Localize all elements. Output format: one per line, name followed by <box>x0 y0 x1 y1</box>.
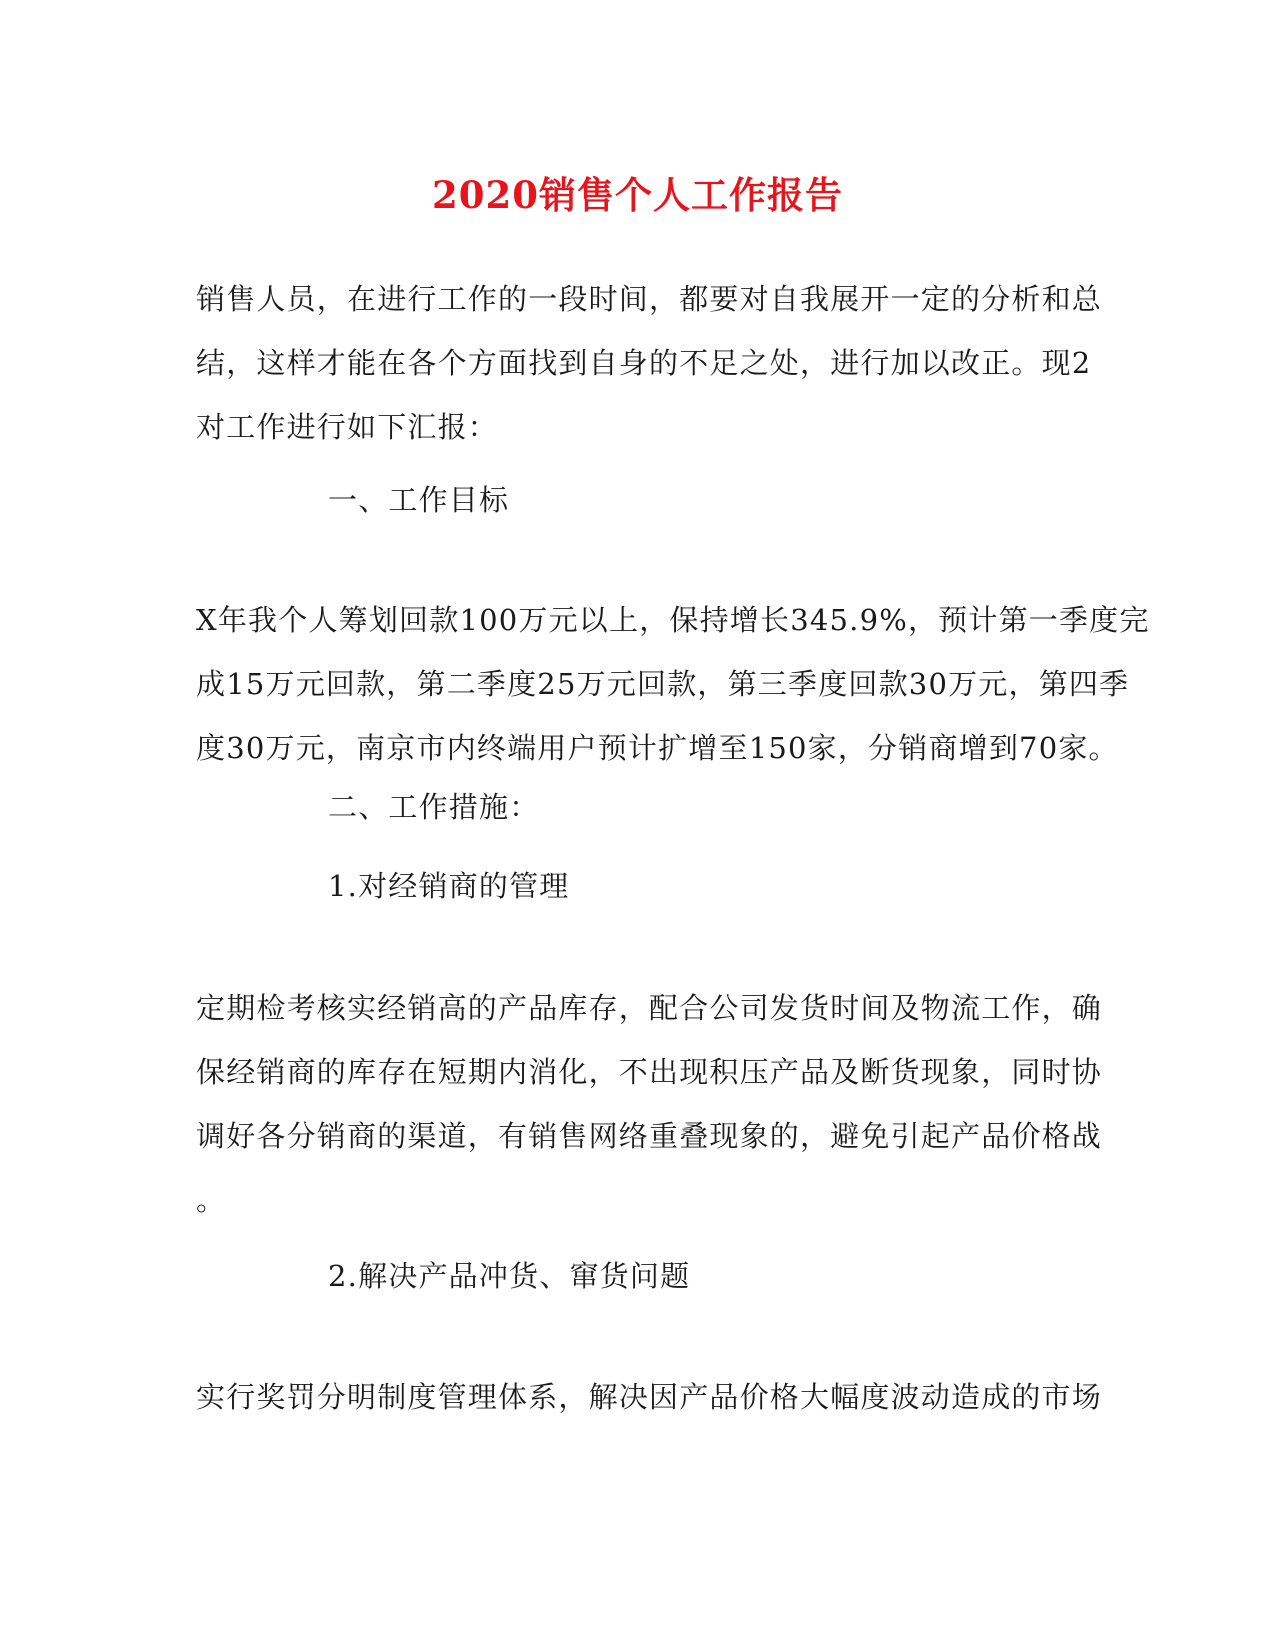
intro-paragraph <box>196 267 1103 459</box>
item2-heading: 2.解决产品冲货、窜货问题 <box>328 1259 691 1293</box>
intro-line: 对工作进行如下汇报： <box>196 410 499 444</box>
section1-line: 度30万元，南京市内终端用户预计扩增至150家，分销商增到70家。 <box>196 731 1119 765</box>
document-title: 2020销售个人工作报告 <box>432 173 843 217</box>
item1-line: 。 <box>196 1183 227 1217</box>
intro-line: 销售人员，在进行工作的一段时间，都要对自我展开一定的分析和总 <box>196 282 1103 316</box>
section2-heading: 二、工作措施： <box>328 790 540 824</box>
item2-line: 实行奖罚分明制度管理体系，解决因产品价格大幅度波动造成的市场 <box>196 1380 1103 1414</box>
item1-line: 定期检考核实经销高的产品库存，配合公司发货时间及物流工作，确 <box>196 991 1103 1025</box>
item1-line: 调好各分销商的渠道，有销售网络重叠现象的，避免引起产品价格战 <box>196 1119 1103 1153</box>
item2-paragraph <box>196 1365 1103 1429</box>
section1-line: X年我个人筹划回款100万元以上，保持增长345.9%，预计第一季度完 <box>196 603 1150 637</box>
intro-line: 结，这样才能在各个方面找到自身的不足之处，进行加以改正。现2 <box>196 346 1092 380</box>
section1-line: 成15万元回款，第二季度25万元回款，第三季度回款30万元，第四季 <box>196 667 1130 701</box>
section1-paragraph <box>196 588 1150 780</box>
section1-heading: 一、工作目标 <box>328 483 510 517</box>
item1-heading: 1.对经销商的管理 <box>328 869 570 903</box>
item1-paragraph <box>196 976 1103 1232</box>
item1-line: 保经销商的库存在短期内消化，不出现积压产品及断货现象，同时协 <box>196 1055 1103 1089</box>
